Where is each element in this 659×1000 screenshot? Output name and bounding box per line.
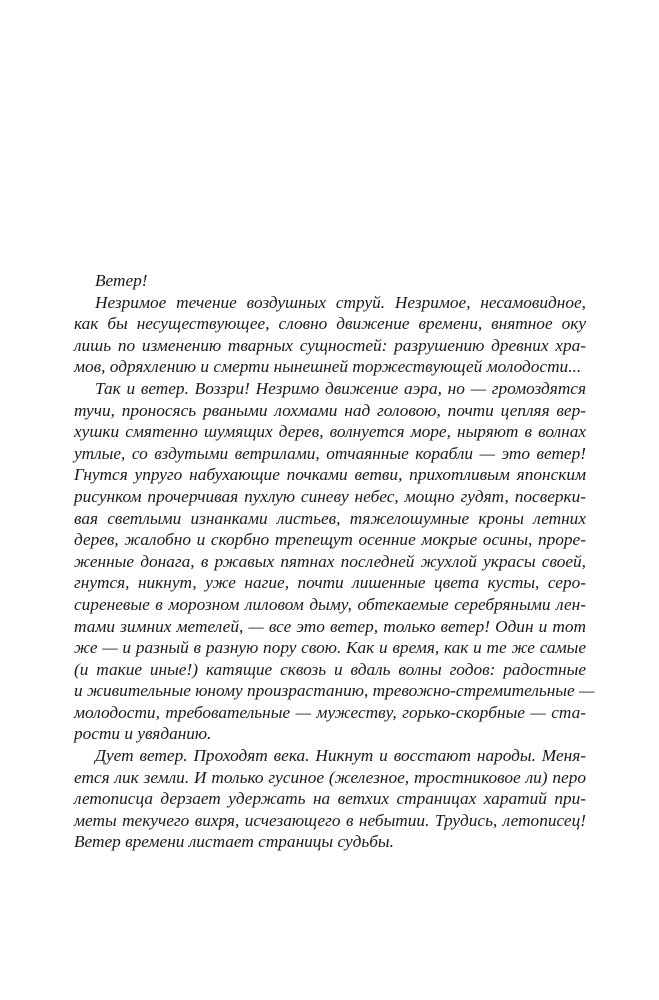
text-line: (и такие иные!) катящие сквозь и вдаль волны годов: радостные [74,659,586,679]
text-line: Ветер времени листает страницы судьбы. [74,832,394,852]
text-line: утлые, со вздутыми ветрилами, отчаянные корабли — это ветер! [74,443,586,463]
text-line: рости и увяданию. [74,724,212,744]
text-line: гнутся, никнут, уже нагие, почти лишенные цвета кусты, серо- [74,573,586,593]
text-line: Гнутся упруго набухающие почками ветви, прихотливым японским [74,465,586,485]
text-line: хушки смятенно шумящих дерев, волнуется море, ныряют в волнах [74,422,586,442]
text-line: тами зимних метелей, — все это ветер, только ветер! Один и тот [74,616,586,636]
paragraph [74,745,586,853]
text-line: же — и разный в разную пору свою. Как и время, как и те же самые [74,638,586,658]
text-line: и живительные юному произрастанию, тревожно-стремительные — [74,681,595,701]
text-line: лишь по изменению тварных сущностей: разрушению древних хра- [74,335,586,355]
text-line: Незримое течение воздушных струй. Незримое, несамовидное, [95,292,586,312]
paragraph [74,270,586,292]
paragraph [74,378,595,745]
text-line: рисунком прочерчивая пухлую синеву небес, мощно гудят, посверки- [74,486,586,506]
text-line: ется лик земли. И только гусиное (железное, тростниковое ли) перо [74,767,586,787]
text-line: Так и ветер. Воззри! Незримо движение аэра, но — громоздятся [95,378,586,398]
text-line: дерев, жалобно и скорбно трепещут осенние мокрые осины, проре- [74,530,586,550]
text-line: тучи, проносясь рваными лохмами над головою, почти цепляя вер- [74,400,586,420]
text-line: как бы несуществующее, словно движение времени, внятное оку [74,314,586,334]
text-line: вая светлыми изнанками листьев, тяжелошумные кроны летних [74,508,586,528]
text-line: летописца дерзает удержать на ветхих страницах харатий при- [74,789,586,809]
text-line: Дует ветер. Проходят века. Никнут и восстают народы. Меня- [95,746,586,766]
text-line: меты текучего вихря, исчезающего в небытии. Трудись, летописец! [74,810,586,830]
text-line: женные донага, в ржавых пятнах последней жухлой украсы своей, [74,551,586,571]
text-line: молодости, требовательные — мужеству, горько-скорбные — ста- [74,702,586,722]
page-text [74,270,595,853]
text-line: сиреневые в морозном лиловом дыму, обтекаемые серебряными лен- [74,594,586,614]
text-line: Ветер! [95,271,148,290]
paragraph [74,292,586,378]
text-line: мов, одряхлению и смерти нынешней торжествующей молодости... [74,357,582,377]
